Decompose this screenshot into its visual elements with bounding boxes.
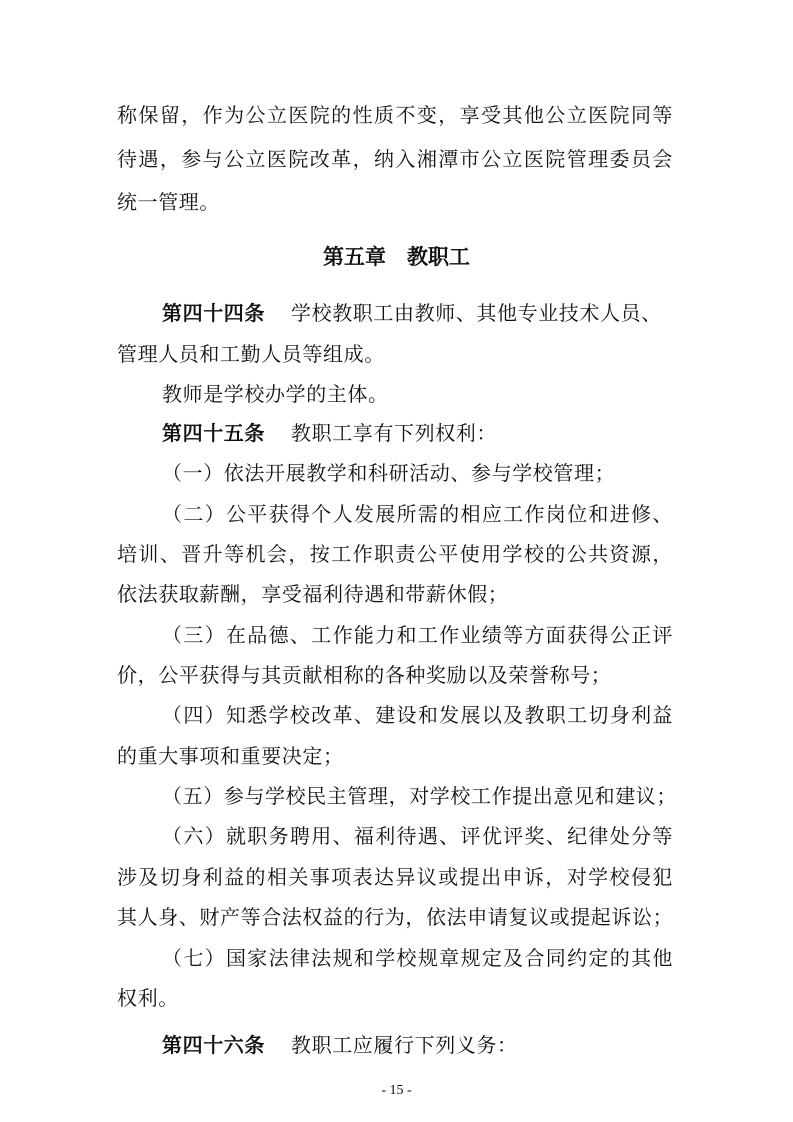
article-46-intro: 教职工应履行下列义务：: [291, 1033, 518, 1057]
article-44-label: 第四十四条: [162, 301, 265, 325]
chapter-title: 第五章 教职工: [323, 244, 470, 269]
article-45-item-6-line-2: 涉及切身利益的相关事项表达异议或提出申诉，对学校侵犯: [117, 865, 673, 889]
article-45-item-1: （一）依法开展教学和科研活动、参与学校管理；: [162, 461, 616, 485]
article-45-item-6-line-3: 其人身、财产等合法权益的行为，依法申请复议或提起诉讼；: [117, 905, 674, 929]
intro-line-1: 称保留，作为公立医院的性质不变，享受其他公立医院同等: [117, 103, 673, 127]
article-45-item-3-line-1: （三）在品德、工作能力和工作业绩等方面获得公正评: [162, 623, 673, 647]
article-46-line-1: [162, 1031, 518, 1059]
article-45-item-3-line-2: 价，公平获得与其贡献相称的各种奖励以及荣誉称号；: [117, 663, 612, 687]
article-45-item-7-line-2: 权利。: [117, 986, 179, 1010]
article-45-item-7-line-1: （七）国家法律法规和学校规章规定及合同约定的其他: [162, 946, 673, 970]
intro-line-3: 统一管理。: [117, 190, 220, 214]
intro-line-2: 待遇，参与公立医院改革，纳入湘潭市公立医院管理委员会: [117, 147, 673, 171]
article-45-item-2-line-3: 依法获取薪酬，享受福利待遇和带薪休假；: [117, 582, 509, 606]
article-45-item-4-line-1: （四）知悉学校改革、建设和发展以及教职工切身利益: [162, 703, 673, 727]
article-45-line-1: [162, 419, 497, 447]
article-44-line-1: [162, 299, 662, 327]
article-45-item-5: （五）参与学校民主管理，对学校工作提出意见和建议；: [162, 784, 677, 808]
article-44-line-2: 管理人员和工勤人员等组成。: [117, 342, 385, 366]
page-number: - 15 -: [381, 1083, 412, 1098]
article-45-item-2-line-2: 培训、晋升等机会，按工作职责公平使用学校的公共资源，: [117, 542, 673, 566]
article-45-item-2-line-1: （二）公平获得个人发展所需的相应工作岗位和进修、: [162, 502, 673, 526]
article-45-item-4-line-2: 的重大事项和重要决定；: [117, 744, 344, 768]
article-45-intro: 教职工享有下列权利：: [291, 421, 497, 445]
article-44-text: 学校教职工由教师、其他专业技术人员、: [291, 301, 662, 325]
article-46-label: 第四十六条: [162, 1033, 265, 1057]
article-44-line-3: 教师是学校办学的主体。: [162, 382, 389, 406]
article-45-label: 第四十五条: [162, 421, 265, 445]
article-45-item-6-line-1: （六）就职务聘用、福利待遇、评优评奖、纪律处分等: [162, 824, 673, 848]
